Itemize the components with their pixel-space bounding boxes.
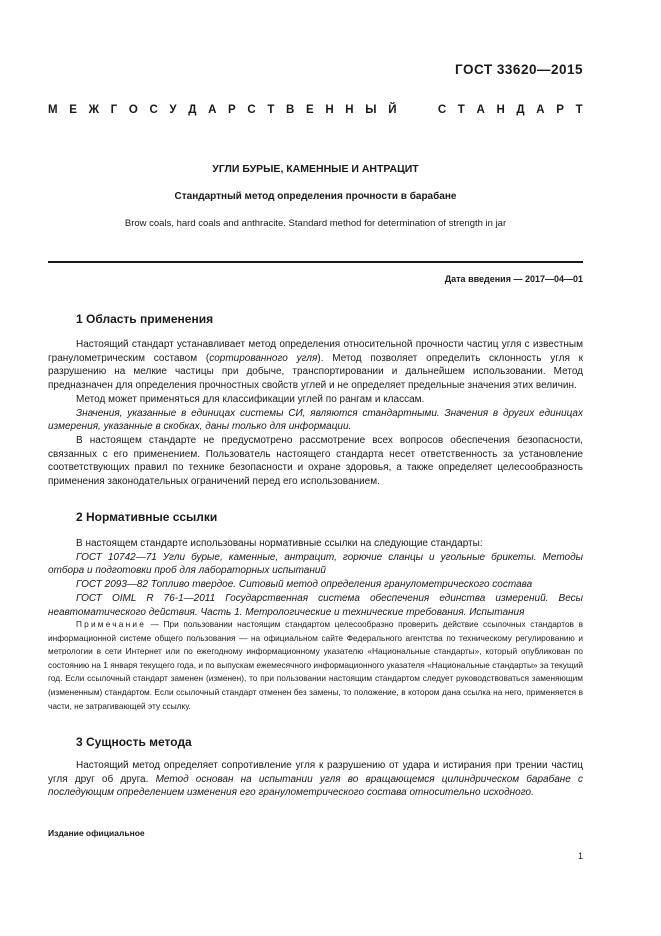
banner-letter: Т (457, 104, 465, 116)
banner-letter: Ж (88, 104, 99, 116)
banner-letter: Е (306, 104, 314, 116)
banner-letter: А (208, 104, 217, 116)
edition-label: Издание официальное (48, 828, 145, 838)
banner-letter: Д (188, 104, 197, 116)
banner-letter: Е (69, 104, 77, 116)
section-1-paragraph-1 (48, 338, 583, 393)
section-1-paragraph-2: Метод может применяться для классификации углей по рангам и классам. (76, 393, 425, 405)
banner-letter: В (286, 104, 295, 116)
banner-letter: Н (496, 104, 505, 116)
reference-gost-2093: ГОСТ 2093—82 Топливо твердое. Ситовый метод определения гранулометрического состава (76, 579, 533, 591)
subtitle: Стандартный метод определения прочности в барабане (174, 191, 457, 202)
paragraph-text: Настоящий метод определяет сопротивление угля к разрушению от удара и истирания при трении частиц угля друг об друга. (48, 760, 583, 785)
banner-letter: Р (556, 104, 564, 116)
section-2-heading: 2 Нормативные ссылки (76, 510, 218, 524)
section-1-body (48, 338, 583, 489)
banner-letter (408, 104, 411, 116)
header-divider (48, 261, 583, 263)
page-number: 1 (577, 851, 583, 861)
banner-letter: Н (345, 104, 354, 116)
banner-letter: Д (516, 104, 525, 116)
banner-letter: Н (325, 104, 334, 116)
english-title: Brow coals, hard coals and anthracite. Standard method for determination of strength in jar (124, 218, 507, 229)
banner-letter: Г (110, 104, 118, 116)
banner-letter: М (48, 104, 58, 116)
section-1-paragraph-3: Значения, указанные в единицах системы СИ, являются стандартными. Значения в других единицах измерения, указанные в скобках, даны только для информации. (48, 407, 583, 433)
banner-letter: Т (575, 104, 583, 116)
section-2-body (48, 537, 583, 619)
banner-letter: Т (267, 104, 275, 116)
banner-letter: А (476, 104, 485, 116)
banner-letter (423, 104, 426, 116)
section-2-note (48, 618, 583, 713)
section-3-body (48, 759, 583, 800)
note-text: — При пользовании настоящим стандартом целесообразно проверить действие ссылочных стандартов в информационной системе общего пользования — на официальном сайте Федерального агентства по техническому регулированию и метрологии в сети Интернет или по ежегодному информационному указателю «Национальные стандарты», который опубликован по состоянию на 1 января текущего года, и по выпускам ежемесячного информационного указателя «Национальные стандарты» за текущий год. Если ссылочный стандарт заменен (изменен), то при пользовании настоящим стандартом следует руководствоваться заменяющим (измененным) стандартом. Если ссылочный стандарт отменен без замены, то положение, в котором дана ссылка на него, применяется в части, не затрагивающей эту ссылку. (48, 619, 583, 711)
introduction-date: Дата введения — 2017—04—01 (444, 274, 583, 284)
banner-letter: У (169, 104, 177, 116)
banner-letter: Й (388, 104, 397, 116)
main-title: УГЛИ БУРЫЕ, КАМЕННЫЕ И АНТРАЦИТ (212, 163, 419, 175)
banner-letter: А (536, 104, 545, 116)
section-1-paragraph-4: В настоящем стандарте не предусмотрено рассмотрение всех вопросов обеспечения безопасности, связанных с его применением. Пользователь настоящего стандарта несет ответственность за установление соответствующих правил по технике безопасности и охране здоровья, а также определяет целесообразность применения законодательных ограничений перед его использованием. (48, 434, 583, 488)
paragraph-italic-text: Метод основан на испытании угля во вращающемся цилиндрическом барабане с последующим определением изменения его гранулометрического состава относительно исходного. (48, 773, 583, 799)
section-3-paragraph-1 (48, 759, 583, 800)
section-2-paragraph-1: В настоящем стандарте использованы нормативные ссылки на следующие стандарты: (76, 538, 483, 549)
banner-letter: С (247, 104, 256, 116)
reference-gost-oiml: ГОСТ OIML R 76-1—2011 Государственная система обеспечения единства измерений. Весы неавтоматического действия. Часть 1. Метрологические и технические требования. Испытания (48, 592, 583, 618)
note-label: Примечание (76, 619, 147, 629)
paragraph-text: Настоящий стандарт устанавливает метод определения относительной прочности частиц угля с известным гранулометрическим составом ( (48, 339, 583, 364)
paragraph-text: ). Метод позволяет определить склонность угля к разрушению на мелкие частицы при добыче, транспортировании и дальнейшем использовании. Метод предназначен для определения прочностных свойств углей и не определяет предельные значения этих величин. (48, 352, 583, 392)
paragraph-italic-text: сортированного угля (209, 352, 318, 364)
section-3-heading: 3 Сущность метода (76, 735, 192, 749)
section-1-heading: 1 Область применения (76, 312, 214, 326)
interstate-standard-banner (48, 104, 583, 116)
banner-letter: О (128, 104, 138, 116)
banner-letter: Р (228, 104, 236, 116)
banner-letter: Ы (365, 104, 377, 116)
reference-gost-10742: ГОСТ 10742—71 Угли бурые, каменные, антрацит, горючие сланцы и угольные брикеты. Методы отбора и подготовки проб для лабораторных испытаний (48, 551, 583, 577)
standard-code: ГОСТ 33620—2015 (455, 62, 583, 77)
banner-letter: С (437, 104, 447, 116)
banner-letter: С (149, 104, 158, 116)
